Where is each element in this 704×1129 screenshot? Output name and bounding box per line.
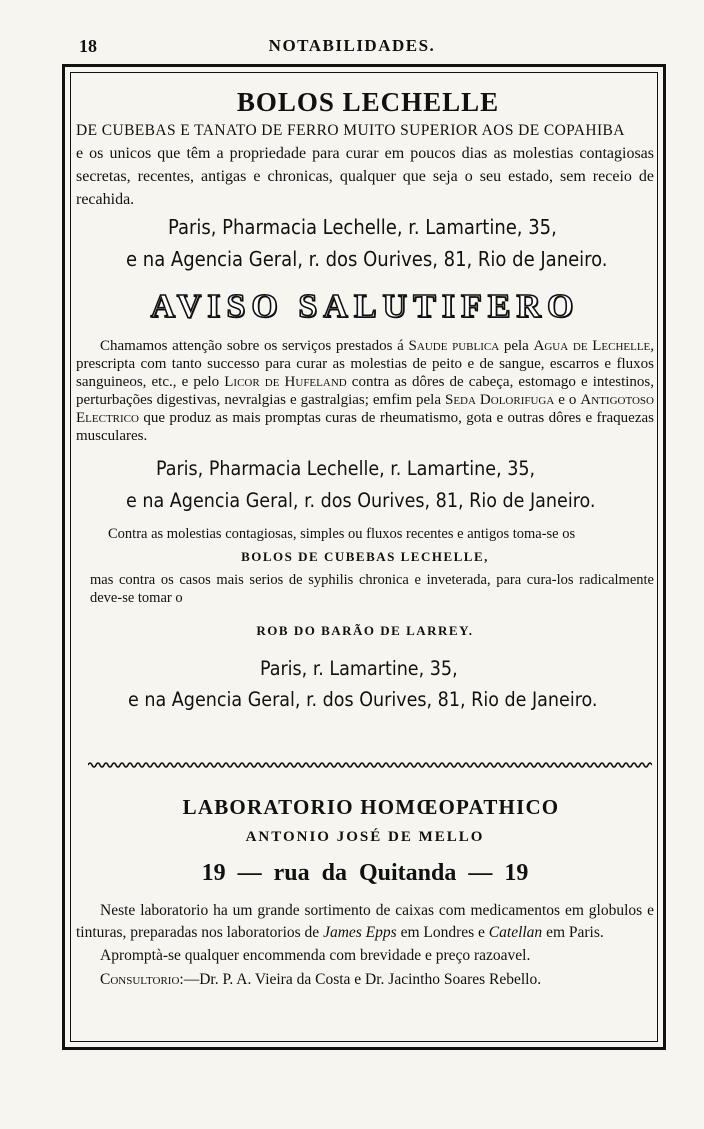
ad2-body — [76, 337, 654, 445]
ad2-rob-name: ROB DO BARÃO DE LARREY. — [256, 623, 474, 638]
wavy-divider — [88, 760, 652, 770]
ad2-body-text: Chamamos attenção sobre os serviços prestados á — [100, 338, 409, 354]
ad3-body — [76, 900, 654, 944]
ads-content — [76, 86, 654, 715]
ad3-block — [76, 792, 654, 992]
ad3-body-text: em Paris. — [542, 924, 604, 941]
ad2-body-text: contra as dôres de cabeça, estomago e intestinos, perturbações digestivas, nevralgias e gastralgias; emfim pela — [76, 374, 655, 408]
ad2-product-licor: Licor de Hufeland — [224, 374, 347, 390]
ad2-address-line1: Paris, Pharmacia Lechelle, r. Lamartine, 35, — [156, 457, 536, 480]
ad2-body-text: que produz as mais promptas curas de rheumatismo, gota e outras dôres e fraquezas musculares. — [76, 410, 654, 444]
ad3-james-epps: James Epps — [323, 924, 397, 941]
ad2-address3 — [76, 653, 654, 715]
ad2-body-text: pela — [499, 338, 534, 354]
page-header — [0, 36, 704, 60]
ad3-street: 19 — rua da Quitanda — 19 — [201, 860, 529, 886]
ad2-address3-line2: e na Agencia Geral, r. dos Ourives, 81, Rio de Janeiro. — [128, 688, 598, 711]
ad2-body-text: , prescripta com tanto successo para curar as molestias de peito e de sangue, escarros e fluxos sanguineos, etc., e pelo — [76, 338, 655, 390]
ad3-title: LABORATORIO HOMŒOPATHICO — [182, 795, 560, 819]
ad2-product-seda: Seda Dolorifuga — [444, 392, 555, 408]
ad3-owner: ANTONIO JOSÉ DE MELLO — [245, 829, 485, 845]
ad2-contra-text: Contra as molestias contagiosas, simples ou fluxos recentes e antigos toma-se os — [108, 526, 576, 542]
page-number: 18 — [79, 36, 97, 56]
ad3-consult-text: —Dr. P. A. Vieira da Costa e Dr. Jacintho Soares Rebello. — [183, 971, 542, 988]
ad2-product-agua: Agua de Lechelle — [533, 338, 651, 354]
ad2-bolos-name: BOLOS DE CUBEBAS LECHELLE, — [241, 549, 489, 564]
ad3-line2: Apromptà-se qualquer encommenda com brevidade e preço razoavel. — [100, 947, 531, 964]
ad2-address — [76, 453, 654, 517]
ad1-body: e os unicos que têm a propriedade para curar em poucos dias as molestias contagiosas secretas, recentes, antigas e chronicas, qualquer que seja o seu estado, sem receio de recahida. — [76, 145, 654, 208]
ad2-address3-line1: Paris, r. Lamartine, 35, — [260, 657, 458, 680]
running-title: NOTABILIDADES. — [268, 36, 436, 55]
ad1-subtitle: DE CUBEBAS E TANATO DE FERRO MUITO SUPERIOR AOS DE COPAHIBA — [76, 122, 625, 139]
ad3-consult — [76, 968, 654, 992]
ad1-title: BOLOS LECHELLE — [236, 87, 500, 117]
ad3-body-text: em Londres e — [396, 924, 489, 941]
ad2-product-saude-publica: Saude publica — [408, 338, 500, 354]
ad3-catellan: Catellan — [488, 924, 543, 941]
ad3-consult-label: Consultorio: — [100, 971, 184, 988]
ad1-address — [76, 211, 654, 275]
ad2-product-antigotoso: Antigotoso Electrico — [76, 392, 654, 426]
ad1-address-line2: e na Agencia Geral, r. dos Ourives, 81, Rio de Janeiro. — [126, 247, 608, 271]
ad2-body-text: e o — [554, 392, 581, 408]
ad1-address-line1: Paris, Pharmacia Lechelle, r. Lamartine, 35, — [168, 215, 557, 239]
ad2-title: AVISO SALUTIFERO — [150, 288, 580, 325]
ad3-body-text: Neste laboratorio ha um grande sortimento de caixas com medicamentos em globulos e tinturas, preparadas nos laboratorios de — [76, 902, 654, 941]
ad2-syphilis-text: mas contra os casos mais serios de syphilis chronica e inveterada, para cura-los radicalmente deve-se tomar o — [90, 572, 654, 606]
ad2-address-line2: e na Agencia Geral, r. dos Ourives, 81, Rio de Janeiro. — [126, 489, 596, 512]
